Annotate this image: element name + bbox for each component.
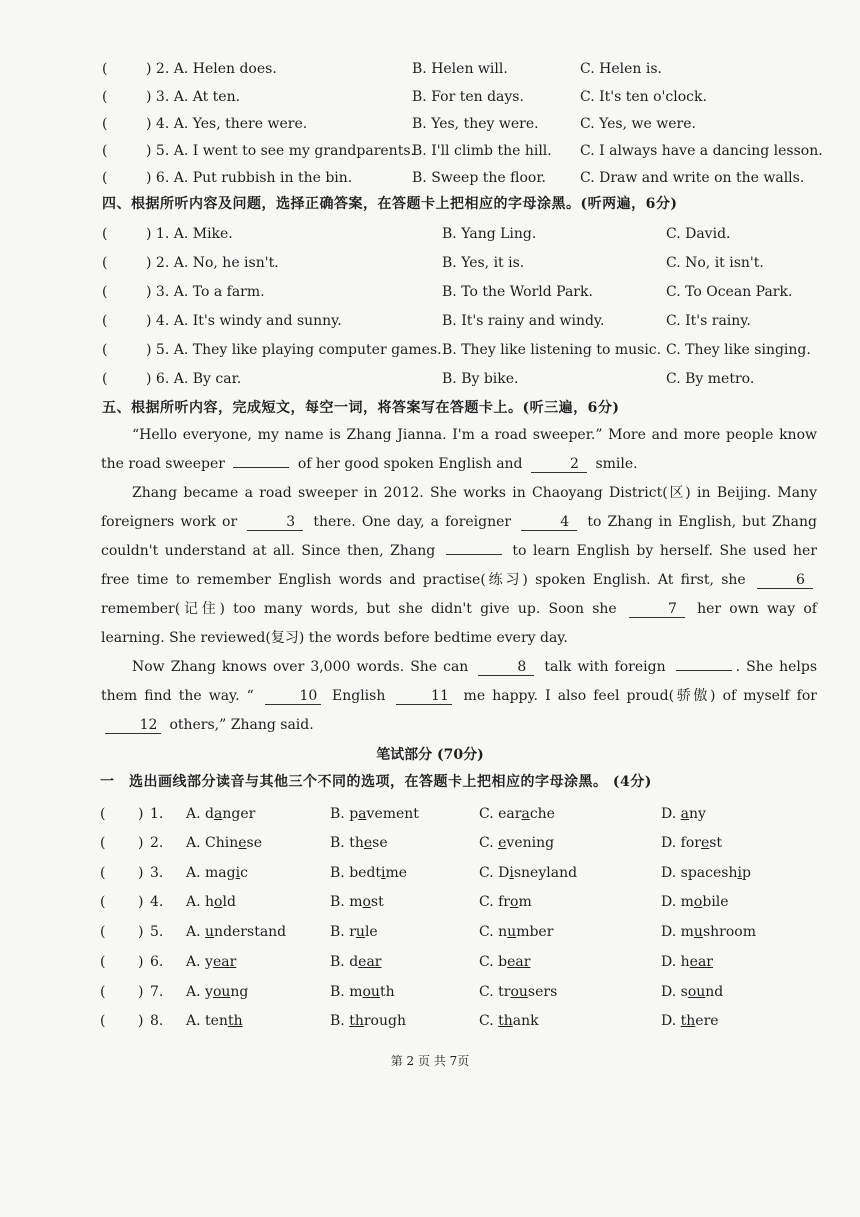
option-a: A. young (186, 984, 249, 1000)
option-a: ) 3. A. To a farm. (146, 284, 265, 300)
phonics-row (0, 891, 860, 913)
close-paren: ) (138, 924, 144, 940)
underlined-letters: u (693, 924, 703, 940)
phonics-row (0, 921, 860, 943)
question-row (0, 310, 860, 332)
answer-paren: ( (102, 342, 108, 358)
answer-paren: ( (100, 924, 106, 940)
underlined-letters: i (737, 865, 742, 881)
underlined-letters: ou (362, 984, 380, 1000)
question-number: 2. (150, 835, 164, 851)
blank-6: 6 (757, 572, 813, 589)
option-d: D. hear (661, 954, 713, 970)
blank-7: 7 (629, 601, 685, 618)
option-b: B. pavement (330, 806, 419, 822)
underlined-letters: th (227, 1013, 243, 1029)
question-row (0, 252, 860, 274)
passage-paragraph-2: Zhang became a road sweeper in 2012. She works in Chaoyang District(区) in Beijing. Many foreigners work or 3 there. One day, a foreigner 4 to Zhang in English, but Zhang couldn't understand at all. Since then, Zhang to learn English by herself. She used her free time to remember English words and practise(练习) spoken English. At first, she 6 remember(记住) too many words, but she didn't give up. Soon she 7 her own way of learning. She reviewed(复习) the words before bedtime every day. (101, 485, 818, 646)
option-b: B. dear (330, 954, 382, 970)
question-row (0, 339, 860, 361)
underlined-letters: e (238, 835, 247, 851)
question-number: 7. (150, 984, 164, 1000)
written-section-1-heading: 一 选出画线部分读音与其他三个不同的选项，在答题卡上把相应的字母涂黑。 (4分) (100, 774, 652, 790)
option-a: A. understand (186, 924, 287, 940)
option-c: C. It's rainy. (666, 313, 751, 329)
underlined-letters: a (521, 806, 530, 822)
underlined-letters: th (680, 1013, 696, 1029)
underlined-letters: e (700, 835, 710, 851)
question-number: 1. (150, 806, 164, 822)
option-a: ) 6. A. Put rubbish in the bin. (146, 170, 353, 186)
blank-1 (233, 467, 289, 468)
option-b: B. By bike. (442, 371, 519, 387)
answer-paren: ( (102, 143, 108, 159)
underlined-letters: ou (687, 984, 706, 1000)
option-c: C. No, it isn't. (666, 255, 764, 271)
option-a: A. Chinese (186, 835, 263, 851)
option-a: ) 4. A. It's windy and sunny. (146, 313, 342, 329)
answer-paren: ( (100, 865, 106, 881)
underlined-letters: ear (358, 954, 382, 970)
option-c: C. trousers (479, 984, 558, 1000)
option-b: B. Sweep the floor. (412, 170, 546, 186)
option-c: C. They like singing. (666, 342, 811, 358)
underlined-letters: e (498, 835, 507, 851)
option-c: C. Helen is. (580, 61, 662, 77)
option-b: B. through (330, 1013, 406, 1029)
answer-paren: ( (100, 984, 106, 1000)
phonics-row (0, 832, 860, 854)
close-paren: ) (138, 894, 144, 910)
option-c: C. Disneyland (479, 865, 578, 881)
question-number: 8. (150, 1013, 164, 1029)
option-c: C. Yes, we were. (580, 116, 696, 132)
close-paren: ) (138, 984, 144, 1000)
option-a: A. year (186, 954, 237, 970)
question-row (0, 58, 860, 80)
question-row (0, 113, 860, 135)
underlined-letters: o (362, 894, 371, 910)
blank-3: 3 (247, 514, 303, 531)
underlined-letters: th (349, 1013, 364, 1029)
question-number: 3. (150, 865, 164, 881)
option-d: D. mushroom (661, 924, 756, 940)
phonics-row (0, 951, 860, 973)
option-c: C. By metro. (666, 371, 755, 387)
answer-paren: ( (102, 313, 108, 329)
underlined-letters: i (381, 865, 386, 881)
option-c: C. earache (479, 806, 555, 822)
option-c: C. number (479, 924, 554, 940)
question-row (0, 167, 860, 189)
option-d: D. mobile (661, 894, 729, 910)
question-number: 5. (150, 924, 164, 940)
blank-10: 10 (265, 688, 321, 705)
option-c: C. I always have a dancing lesson. (580, 143, 823, 159)
option-d: D. sound (661, 984, 724, 1000)
question-row (0, 281, 860, 303)
blank-9 (676, 670, 732, 671)
question-row (0, 140, 860, 162)
option-a: A. danger (186, 806, 256, 822)
option-a: ) 3. A. At ten. (146, 89, 241, 105)
question-number: 6. (150, 954, 164, 970)
option-b: B. Yes, it is. (442, 255, 525, 271)
close-paren: ) (138, 806, 144, 822)
underlined-letters: i (235, 865, 241, 881)
question-number: 4. (150, 894, 164, 910)
underlined-letters: th (498, 1013, 513, 1029)
underlined-letters: ou (212, 984, 231, 1000)
option-b: B. Yes, they were. (412, 116, 539, 132)
option-a: ) 4. A. Yes, there were. (146, 116, 308, 132)
blank-11: 11 (396, 688, 452, 705)
option-a: ) 2. A. Helen does. (146, 61, 277, 77)
answer-paren: ( (100, 954, 106, 970)
option-b: B. I'll climb the hill. (412, 143, 552, 159)
question-row (0, 223, 860, 245)
answer-paren: ( (102, 371, 108, 387)
answer-paren: ( (100, 835, 106, 851)
option-c: C. from (479, 894, 532, 910)
question-row (0, 368, 860, 390)
underlined-letters: a (213, 806, 223, 822)
phonics-row (0, 981, 860, 1003)
underlined-letters: i (509, 865, 514, 881)
close-paren: ) (138, 865, 144, 881)
option-b: B. For ten days. (412, 89, 524, 105)
underlined-letters: u (355, 924, 365, 940)
underlined-letters: o (214, 894, 223, 910)
option-b: B. They like listening to music. (442, 342, 662, 358)
option-d: D. any (661, 806, 706, 822)
underlined-letters: u (507, 924, 517, 940)
underlined-letters: u (205, 924, 215, 940)
option-c: C. It's ten o'clock. (580, 89, 707, 105)
option-b: B. mouth (330, 984, 395, 1000)
passage-paragraph-3: Now Zhang knows over 3,000 words. She can 8 talk with foreign . She helps them find the way. “ 10 English 11 me happy. I also feel proud(骄傲) of myself for 12 others,” Zhang said. (101, 659, 817, 733)
option-b: B. Helen will. (412, 61, 508, 77)
option-b: B. It's rainy and windy. (442, 313, 605, 329)
option-c: C. bear (479, 954, 531, 970)
option-c: C. To Ocean Park. (666, 284, 793, 300)
underlined-letters: ear (507, 954, 531, 970)
underlined-letters: o (510, 894, 519, 910)
phonics-row (0, 803, 860, 825)
passage-paragraph-1: “Hello everyone, my name is Zhang Jianna. I'm a road sweeper.” More and more people know the road sweeper of her good spoken English and 2 smile. (101, 427, 817, 472)
answer-paren: ( (100, 1013, 106, 1029)
answer-paren: ( (102, 255, 108, 271)
phonics-row (0, 1010, 860, 1032)
underlined-letters: a (680, 806, 689, 822)
answer-paren: ( (102, 226, 108, 242)
close-paren: ) (138, 835, 144, 851)
option-b: B. most (330, 894, 384, 910)
phonics-row (0, 862, 860, 884)
option-a: ) 5. A. I went to see my grandparents. (146, 143, 415, 159)
section-5-heading: 五、根据所听内容，完成短文，每空一词，将答案写在答题卡上。(听三遍，6分) (102, 400, 620, 416)
cloze-passage (101, 421, 817, 740)
question-row (0, 86, 860, 108)
option-c: C. Draw and write on the walls. (580, 170, 805, 186)
underlined-letters: ear (689, 954, 713, 970)
close-paren: ) (138, 1013, 144, 1029)
option-d: D. there (661, 1013, 719, 1029)
blank-12: 12 (105, 717, 161, 734)
option-a: ) 2. A. No, he isn't. (146, 255, 279, 271)
answer-paren: ( (100, 806, 106, 822)
blank-4: 4 (521, 514, 577, 531)
option-c: C. evening (479, 835, 555, 851)
underlined-letters: a (358, 806, 367, 822)
section-4-heading: 四、根据所听内容及问题，选择正确答案，在答题卡上把相应的字母涂黑。(听两遍，6分) (102, 196, 678, 212)
option-a: ) 1. A. Mike. (146, 226, 233, 242)
option-c: C. David. (666, 226, 731, 242)
written-part-title: 笔试部分 (70分) (376, 747, 484, 763)
underlined-letters: ou (510, 984, 528, 1000)
option-c: C. thank (479, 1013, 539, 1029)
option-d: D. spaceship (661, 865, 751, 881)
underlined-letters: o (693, 894, 703, 910)
option-b: B. bedtime (330, 865, 408, 881)
answer-paren: ( (102, 170, 108, 186)
answer-paren: ( (100, 894, 106, 910)
option-b: B. To the World Park. (442, 284, 593, 300)
close-paren: ) (138, 954, 144, 970)
option-a: A. hold (186, 894, 236, 910)
page-footer: 第 2 页 共 7页 (390, 1054, 470, 1068)
option-d: D. forest (661, 835, 723, 851)
blank-2: 2 (531, 456, 587, 473)
option-b: B. rule (330, 924, 378, 940)
option-a: ) 5. A. They like playing computer games. (146, 342, 442, 358)
option-a: A. magic (186, 865, 248, 881)
option-b: B. Yang Ling. (442, 226, 537, 242)
blank-8: 8 (478, 659, 534, 676)
underlined-letters: ear (212, 954, 237, 970)
answer-paren: ( (102, 89, 108, 105)
option-b: B. these (330, 835, 388, 851)
blank-5 (446, 554, 502, 555)
answer-paren: ( (102, 61, 108, 77)
option-a: ) 6. A. By car. (146, 371, 242, 387)
answer-paren: ( (102, 284, 108, 300)
underlined-letters: e (363, 835, 373, 851)
answer-paren: ( (102, 116, 108, 132)
option-a: A. tenth (186, 1013, 243, 1029)
